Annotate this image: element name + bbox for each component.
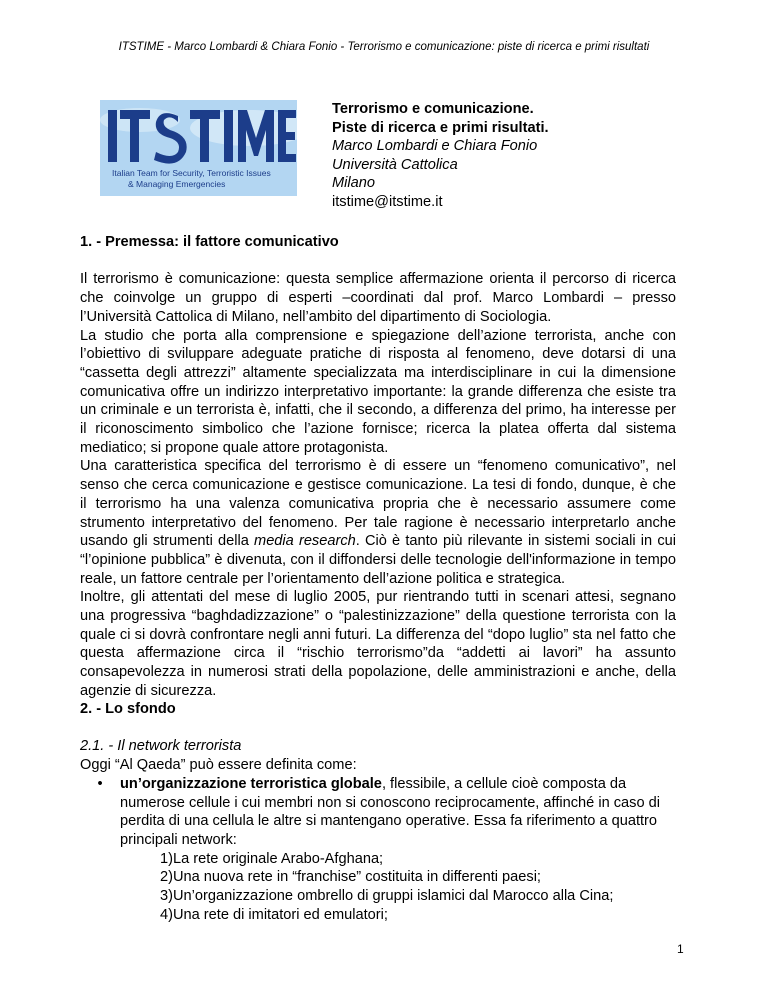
logo-tagline-1: Italian Team for Security, Terroristic Issues <box>112 168 271 178</box>
network-item: 1)La rete originale Arabo-Afghana; <box>160 850 384 867</box>
logo-tagline-2: & Managing Emergencies <box>128 179 226 189</box>
doc-subtitle: Piste di ricerca e primi risultati. <box>332 119 549 136</box>
paragraph-3-part-b: . Ciò è tanto più rilevante in sistemi sociali in cui “l’opinione pubblica” è divenuta, con il diffondersi delle tecnologie dell'informazione in tempo reale, un fattore centrale per l’orientamento dell’azione politica e strategica. <box>80 533 676 587</box>
paragraph-4: Inoltre, gli attentati del mese di luglio 2005, pur rientrando tutti in scenari attesi, segnano una progressiva “baghdadizzazione” o “palestinizzazione” della questione terrorista con la quale ci si dovrà confrontare negli anni futuri. La differenza del “dopo luglio” sta nel fatto che questa affermazione circa il “rischio terrorismo”da “addetti ai lavori” ha assunto consapevolezza in numerosi strati della popolazione, delle amministrazioni e anche, della agenzie di sicurezza. <box>80 589 676 699</box>
section-2-intro: Oggi “Al Qaeda” può essere definita come: <box>80 757 357 774</box>
network-item: 2)Una nuova rete in “franchise” costituita in differenti paesi; <box>160 869 541 886</box>
page-number: 1 <box>677 942 684 956</box>
bullet-heading: un’organizzazione terroristica globale <box>120 775 382 792</box>
university: Università Cattolica <box>332 156 458 173</box>
city: Milano <box>332 175 375 192</box>
doc-title: Terrorismo e comunicazione. <box>332 101 534 117</box>
paragraph-3-part-a: Una caratteristica specifica del terrorismo è di essere un “fenomeno comunicativo”, nel senso che cerca comunicazione e gestisce comunicazione. La tesi di fondo, dunque, è che il terrorismo ha una valenza comunicativa propria che è necessario assumere come strumento interpretativo del fenomeno. Per tale ragione è necessario interpretarlo anche usando gli strumenti della <box>80 458 676 550</box>
network-item: 3)Un’organizzazione ombrello di gruppi islamici dal Marocco alla Cina; <box>160 888 614 905</box>
section-2-title: 2. - Lo sfondo <box>80 701 176 717</box>
bullet-item <box>80 775 676 850</box>
bullet-text: , flessibile, a cellule cioè composta da numerose cellule i cui membri non si conoscono reciprocamente, affinché in caso di perdita di una cellula le altre si mantengano operative. Essa fa riferimento a quattro principali network: <box>120 775 660 848</box>
running-header: ITSTIME - Marco Lombardi & Chiara Fonio - Terrorismo e comunicazione: piste di ricerca e primi risultati <box>118 41 650 53</box>
subsection-title: 2.1. - Il network terrorista <box>80 738 242 755</box>
paragraph-1: Il terrorismo è comunicazione: questa semplice affermazione orienta il percorso di ricerca che coinvolge un gruppo di esperti –coordinati dal prof. Marco Lombardi – presso l’Università Cattolica di Milano, nell’ambito del dipartimento di Sociologia. <box>80 271 676 325</box>
paragraph-2: La studio che porta alla comprensione e spiegazione dell’azione terrorista, anche con l’obiettivo di sviluppare adeguate pratiche di risposta al fenomeno, deve dotarsi di una “cassetta degli attrezzi” altamente specializzata ma interdisciplinare in cui la dimensione comunicativa offre un indirizzo interpretativo importante: la grande differenza che esiste tra un criminale e un terrorista è, infatti, che il secondo, a differenza del primo, ha interesse per il riconoscimento simbolico che l’azione fornisce; ricerca la platea offerta dal sistema mediatico; si propone quale attore protagonista. <box>80 327 676 456</box>
paragraph-3 <box>80 457 676 588</box>
contact-email: itstime@itstime.it <box>332 193 443 210</box>
title-block <box>332 100 549 212</box>
section-1-title: 1. - Premessa: il fattore comunicativo <box>80 234 339 250</box>
section-1 <box>80 233 676 701</box>
network-item: 4)Una rete di imitatori ed emulatori; <box>160 906 388 923</box>
authors: Marco Lombardi e Chiara Fonio <box>332 138 538 155</box>
media-research-term: media research <box>254 533 356 550</box>
itstime-logo <box>100 100 297 196</box>
bullet-icon: • <box>97 775 103 792</box>
section-2 <box>80 700 676 924</box>
